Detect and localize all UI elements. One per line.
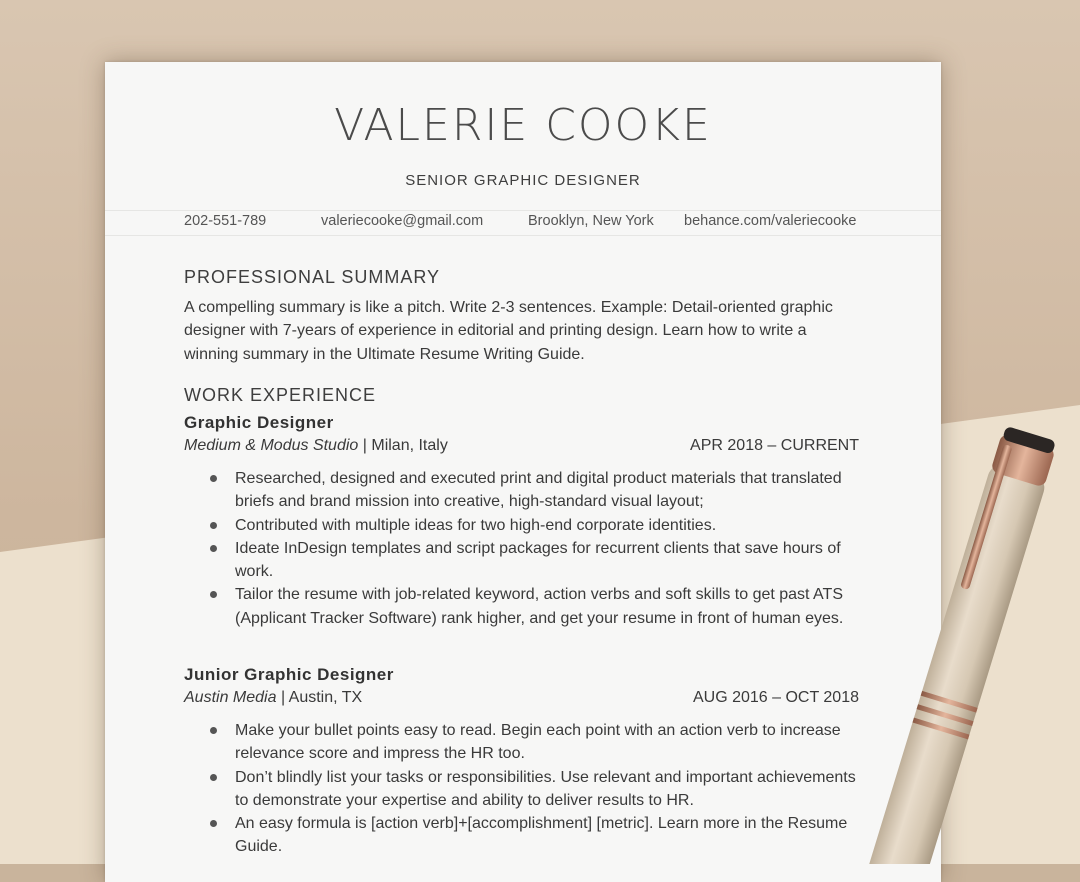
list-item: Ideate InDesign templates and script packages for recurrent clients that save hours of work.: [184, 537, 864, 584]
list-item: An easy formula is [action verb]+[accomplishment] [metric]. Learn more in the Resume Guide.: [184, 812, 864, 859]
job-title: Junior Graphic Designer: [184, 665, 394, 684]
resume-name: VALERIE COOKE: [334, 100, 712, 151]
list-item: Make your bullet points easy to read. Begin each point with an action verb to increase relevance score and impress the HR too.: [184, 719, 864, 766]
job-location: | Austin, TX: [276, 689, 363, 706]
list-item: Don’t blindly list your tasks or responsibilities. Use relevant and important achievements to demonstrate your expertise and ability to deliver results to HR.: [184, 766, 864, 813]
pen-body: [858, 461, 1048, 864]
resume-job-title: SENIOR GRAPHIC DESIGNER: [405, 172, 641, 189]
summary-heading: PROFESSIONAL SUMMARY: [184, 267, 441, 287]
list-item: Tailor the resume with job-related keyword, action verbs and soft skills to get past ATS (Applicant Tracker Software) rank higher, and get your resume in front of human eyes.: [184, 583, 864, 630]
list-item: Contributed with multiple ideas for two high-end corporate identities.: [184, 514, 864, 537]
job-dates: AUG 2016 – OCT 2018: [692, 689, 859, 706]
contact-phone: 202-551-789: [184, 213, 267, 229]
job-company: Medium & Modus Studio: [184, 437, 359, 454]
contact-location: Brooklyn, New York: [528, 213, 654, 229]
contact-email: valeriecooke@gmail.com: [321, 213, 484, 229]
contact-website: behance.com/valeriecooke: [684, 213, 857, 229]
experience-heading: WORK EXPERIENCE: [184, 385, 377, 405]
job-title: Graphic Designer: [184, 413, 334, 432]
job-location: | Milan, Italy: [358, 437, 448, 454]
job-company: Austin Media: [184, 689, 277, 706]
job-dates: APR 2018 – CURRENT: [690, 437, 859, 454]
summary-text: A compelling summary is like a pitch. Write 2-3 sentences. Example: Detail-oriented graphic designer with 7-years of experience in editorial and printing design. Learn how to write a winning summary in the Ultimate Resume Writing Guide.: [184, 299, 833, 363]
list-item: Researched, designed and executed print and digital product materials that translated briefs and brand mission into creative, high-standard visual layout;: [184, 467, 864, 514]
